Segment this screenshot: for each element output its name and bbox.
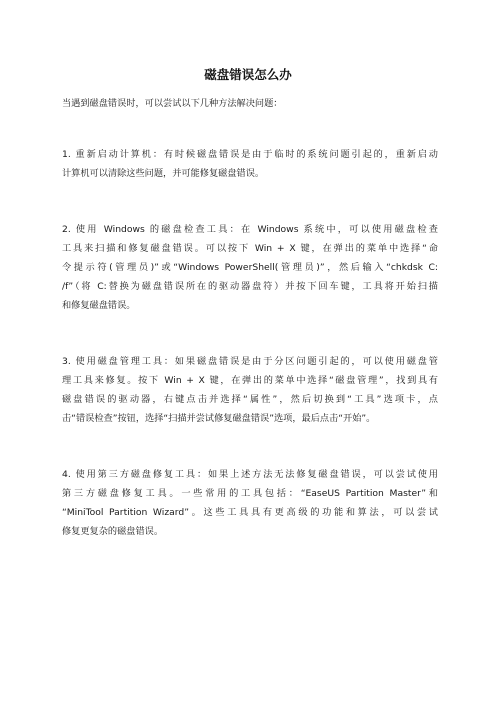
paragraph-line: 令提示符(管理员)”或“Windows PowerShell(管理员)”，然后输入“chkdsk C: [62,262,438,273]
paragraph-line: 击“错误检查”按钮，选择“扫描并尝试修复磁盘错误”选项，最后点击“开始”。 [62,413,376,424]
paragraph-line: 3. 使用磁盘管理工具：如果磁盘错误是由于分区问题引起的，可以使用磁盘管 [62,356,438,367]
paragraph-line: 2. 使用 Windows 的磁盘检查工具：在 Windows 系统中，可以使用磁盘检查 [62,224,438,235]
paragraph-line: 和修复磁盘错误。 [62,300,136,311]
paragraph-line: 第三方磁盘修复工具。一些常用的工具包括：“EaseUS Partition Master”和 [62,488,438,499]
intro-paragraph [62,94,438,113]
paragraph-line: 工具来扫描和修复磁盘错误。可以按下 Win + X 键，在弹出的菜单中选择“命 [62,243,438,254]
paragraph-line: 理工具来修复。按下 Win + X 键，在弹出的菜单中选择“磁盘管理”，找到具有 [62,375,438,386]
paragraph-restart [62,145,438,183]
paragraph-line: 4. 使用第三方磁盘修复工具：如果上述方法无法修复磁盘错误，可以尝试使用 [62,469,438,480]
paragraph-line: 1. 重新启动计算机：有时候磁盘错误是由于临时的系统问题引起的，重新启动 [62,149,438,160]
paragraph-third-party [62,465,438,541]
intro-line: 当遇到磁盘错误时，可以尝试以下几种方法解决问题： [62,98,283,109]
paragraph-disk-management [62,352,438,428]
paragraph-line: 修复更复杂的磁盘错误。 [62,526,164,537]
document-title: 磁盘错误怎么办 [204,67,292,82]
paragraph-disk-check [62,220,438,315]
paragraph-line: “MiniTool Partition Wizard”。这些工具具有更高级的功能和算法，可以尝试 [62,507,438,518]
paragraph-line: /f”（将 C:替换为磁盘错误所在的驱动器盘符）并按下回车键，工具将开始扫描 [62,281,438,292]
paragraph-line: 计算机可以清除这些问题，并可能修复磁盘错误。 [62,168,265,179]
paragraph-line: 磁盘错误的驱动器，右键点击并选择“属性”，然后切换到“工具”选项卡，点 [62,394,438,405]
